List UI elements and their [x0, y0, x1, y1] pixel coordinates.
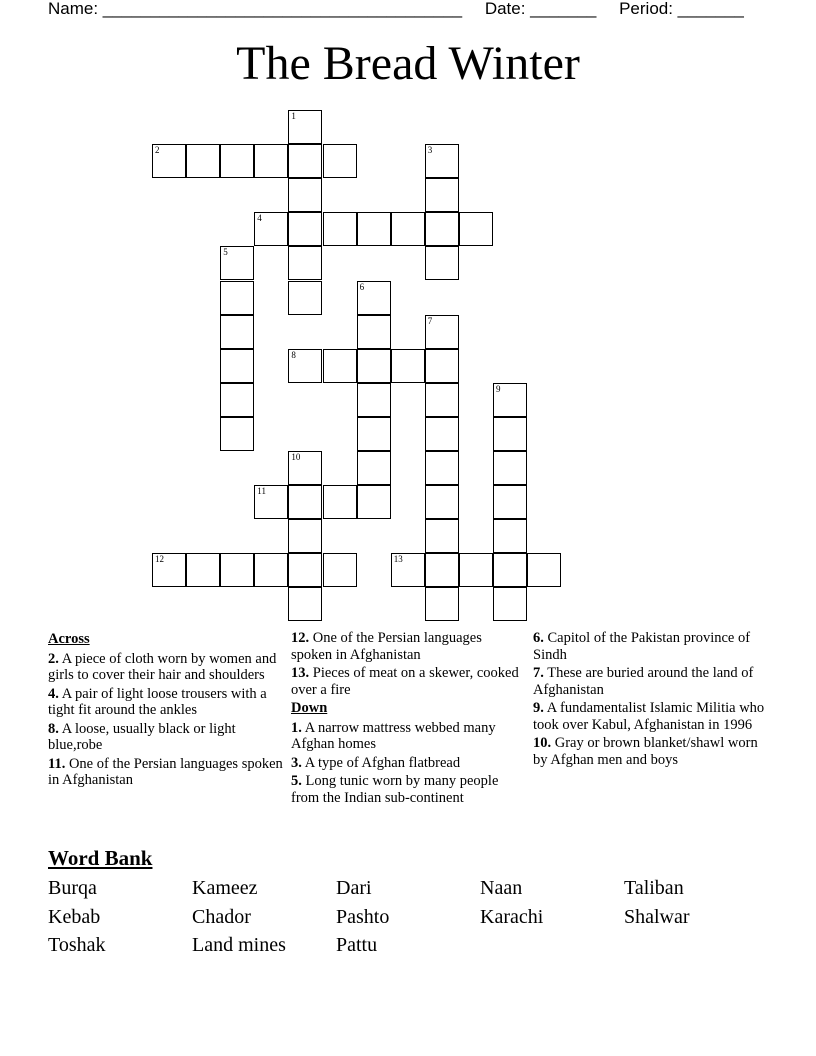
crossword-cell[interactable]: [425, 178, 459, 212]
crossword-cell[interactable]: [425, 212, 459, 246]
crossword-cell[interactable]: [288, 212, 322, 246]
clues-column-3: [533, 630, 765, 770]
crossword-cell[interactable]: [425, 417, 459, 451]
crossword-cell[interactable]: [288, 519, 322, 553]
crossword-cell[interactable]: [323, 144, 357, 178]
word-bank-item: Kebab: [48, 905, 101, 928]
crossword-cell[interactable]: [425, 349, 459, 383]
crossword-cell[interactable]: [493, 383, 527, 417]
cell-number: 6: [359, 281, 365, 292]
crossword-cell[interactable]: [323, 349, 357, 383]
crossword-cell[interactable]: [288, 485, 322, 519]
cell-number: 12: [155, 554, 164, 565]
crossword-cell[interactable]: [357, 485, 391, 519]
word-bank-item: Kameez: [192, 877, 258, 899]
clues-column-1: [48, 630, 284, 791]
cell-number: 10: [291, 452, 301, 462]
crossword-cell[interactable]: [493, 553, 527, 587]
cell-number: 8: [291, 349, 296, 360]
crossword-cell[interactable]: [254, 485, 288, 519]
crossword-cell[interactable]: [527, 553, 561, 587]
crossword-cell[interactable]: [357, 212, 391, 246]
crossword-cell[interactable]: [288, 246, 322, 280]
crossword-cell[interactable]: [493, 451, 527, 485]
crossword-cell[interactable]: [323, 485, 357, 519]
page-title: The Bread Winter: [236, 37, 580, 90]
clue-across-2: 2. A piece of cloth worn by women and girls to cover their hair and shoulders: [48, 650, 277, 683]
crossword-cell[interactable]: [425, 451, 459, 485]
clue-down-3: 3. A type of Afghan flatbread: [291, 754, 461, 771]
crossword-cell[interactable]: [425, 144, 459, 178]
crossword-cell[interactable]: [254, 553, 288, 587]
clues-column-2: [291, 630, 523, 808]
crossword-cell[interactable]: [254, 144, 288, 178]
crossword-cell[interactable]: [357, 349, 391, 383]
crossword-cell[interactable]: [152, 553, 186, 587]
crossword-cell[interactable]: [254, 212, 288, 246]
crossword-cell[interactable]: [391, 349, 425, 383]
word-bank-item: Chador: [192, 905, 251, 928]
cell-number: 1: [291, 111, 296, 121]
crossword-cell[interactable]: [357, 383, 391, 417]
crossword-cell[interactable]: [186, 553, 220, 587]
crossword-cell[interactable]: [425, 553, 459, 587]
clue-down-9: 9. A fundamentalist Islamic Militia who took over Kabul, Afghanistan in 1996: [533, 700, 765, 733]
crossword-cell[interactable]: [425, 485, 459, 519]
clue-down-7: 7. These are buried around the land of Afghanistan: [533, 665, 754, 698]
word-bank-item: Pattu: [336, 934, 378, 956]
crossword-cell[interactable]: [288, 553, 322, 587]
crossword-cell[interactable]: [425, 519, 459, 553]
word-bank-item: Taliban: [624, 877, 684, 899]
cell-number: 9: [496, 383, 501, 394]
crossword-cell[interactable]: [391, 212, 425, 246]
crossword-cell[interactable]: [288, 451, 322, 485]
word-bank-title: Word Bank: [48, 846, 153, 870]
crossword-cell[interactable]: [288, 144, 322, 178]
crossword-cell[interactable]: [220, 246, 254, 280]
crossword-cell[interactable]: [220, 281, 254, 315]
crossword-cell[interactable]: [493, 587, 527, 621]
clue-down-10: 10. Gray or brown blanket/shawl worn by Afghan men and boys: [533, 735, 758, 768]
crossword-cell[interactable]: [220, 417, 254, 451]
word-bank-item: Shalwar: [624, 905, 690, 928]
cell-number: 7: [427, 315, 433, 326]
word-bank-item: Toshak: [48, 934, 106, 956]
crossword-cell[interactable]: [357, 315, 391, 349]
crossword-cell[interactable]: [425, 587, 459, 621]
crossword-cell[interactable]: [459, 212, 493, 246]
word-bank-item: Naan: [480, 877, 523, 899]
crossword-cell[interactable]: [288, 281, 322, 315]
clue-across-13: 13. Pieces of meat on a skewer, cooked over a fire: [291, 665, 519, 698]
crossword-cell[interactable]: [493, 417, 527, 451]
crossword-cell[interactable]: [357, 417, 391, 451]
crossword-cell[interactable]: [220, 349, 254, 383]
cell-number: 3: [427, 145, 433, 156]
crossword-cell[interactable]: [152, 144, 186, 178]
crossword-cell[interactable]: [357, 451, 391, 485]
word-bank-item: Pashto: [336, 905, 390, 928]
clue-across-4: 4. A pair of light loose trousers with a tight fit around the ankles: [48, 685, 267, 718]
clue-across-12: 12. One of the Persian languages spoken in Afghanistan: [291, 630, 482, 663]
crossword-cell[interactable]: [425, 246, 459, 280]
crossword-cell[interactable]: [220, 553, 254, 587]
word-bank-item: Land mines: [192, 934, 286, 956]
crossword-cell[interactable]: [288, 587, 322, 621]
crossword-cell[interactable]: [220, 315, 254, 349]
crossword-cell[interactable]: [493, 485, 527, 519]
crossword-cell[interactable]: [357, 281, 391, 315]
crossword-cell[interactable]: [288, 349, 322, 383]
crossword-cell[interactable]: [220, 144, 254, 178]
crossword-cell[interactable]: [323, 212, 357, 246]
clue-down-1: 1. A narrow mattress webbed many Afghan homes: [291, 719, 496, 752]
crossword-cell[interactable]: [288, 110, 322, 144]
down-heading: Down: [291, 700, 328, 716]
cell-number: 11: [257, 486, 266, 497]
period-field[interactable]: Period: _______: [619, 0, 744, 18]
word-bank-item: Karachi: [480, 905, 544, 928]
crossword-cell[interactable]: [186, 144, 220, 178]
across-heading: Across: [48, 631, 90, 647]
crossword-cell[interactable]: [493, 519, 527, 553]
word-bank-item: Dari: [336, 877, 372, 899]
date-field[interactable]: Date: _______: [484, 0, 597, 18]
cell-number: 13: [393, 554, 403, 565]
clue-down-5: 5. Long tunic worn by many people from the Indian sub-continent: [291, 773, 499, 806]
crossword-cell[interactable]: [391, 553, 425, 587]
clue-across-8: 8. A loose, usually black or light blue,robe: [48, 720, 236, 753]
name-field[interactable]: Name: ______________________________________: [48, 0, 463, 18]
word-bank-item: Burqa: [48, 877, 97, 899]
cell-number: 4: [257, 213, 262, 224]
crossword-cell[interactable]: [459, 553, 493, 587]
clue-across-11: 11. One of the Persian languages spoken in Afghanistan: [48, 755, 283, 788]
crossword-cell[interactable]: [425, 383, 459, 417]
crossword-cell[interactable]: [288, 178, 322, 212]
clue-down-6: 6. Capitol of the Pakistan province of Sindh: [533, 630, 751, 663]
crossword-cell[interactable]: [323, 553, 357, 587]
crossword-cell[interactable]: [425, 315, 459, 349]
cell-number: 2: [155, 145, 160, 156]
crossword-cell[interactable]: [220, 383, 254, 417]
cell-number: 5: [223, 247, 228, 258]
